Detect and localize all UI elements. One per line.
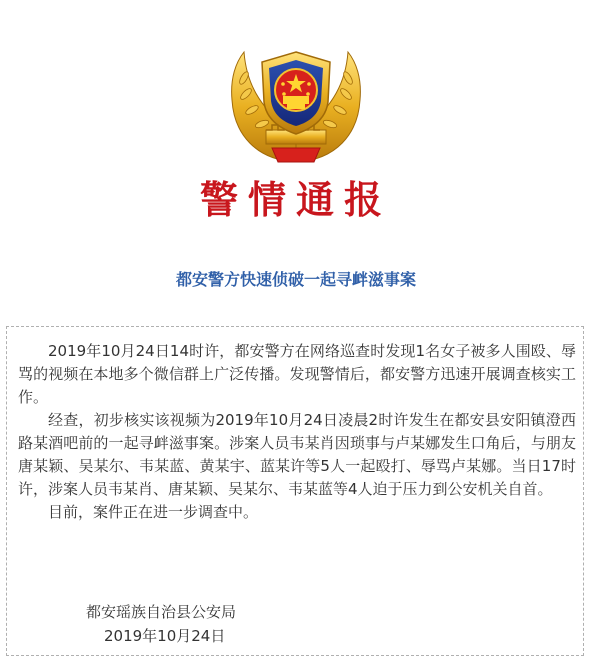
body-paragraph: 目前，案件正在进一步调查中。 [48,503,259,521]
article-headline: 都安警方快速侦破一起寻衅滋事案 [175,270,416,289]
banner-title: 警情通报 [199,178,392,222]
body-paragraph: 经查，初步核实该视频为2019年10月24日凌晨2时许发生在都安县安阳镇澄西路某酒吧前的一起寻衅滋事案。涉案人员韦某肖因琐事与卢某娜发生口角后，与朋友唐某颖、吴某尔、韦某蓝、黄某宇、蓝某许等5人一起殴打、辱骂卢某娜。当日17时许，涉案人员韦某肖、唐某颖、吴某尔、韦某蓝等4人迫于压力到公安机关自首。 [18,411,576,498]
article-body [18,340,576,524]
signature-organization: 都安瑶族自治县公安局 [86,603,237,621]
police-emblem-icon [226,38,366,170]
signature-date: 2019年10月24日 [104,627,226,645]
body-paragraph: 2019年10月24日14时许，都安警方在网络巡查时发现1名女子被多人围殴、辱骂的视频在本地多个微信群上广泛传播。发现警情后，都安警方迅速开展调查核实工作。 [18,342,576,406]
